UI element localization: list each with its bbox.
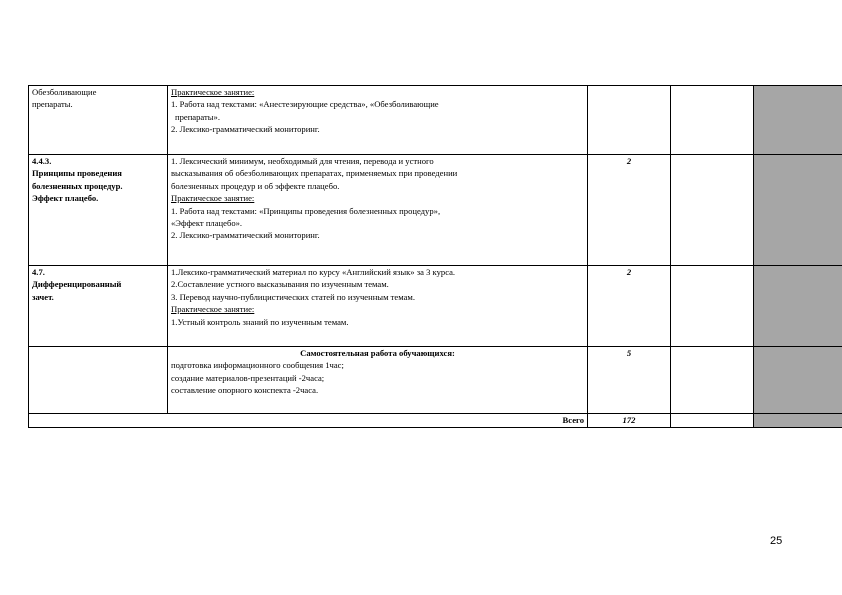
self-study-heading: Самостоятельная работа обучающихся:	[300, 348, 455, 358]
practical-heading: Практическое занятие:	[171, 87, 255, 97]
topic-line: Дифференцированный	[32, 279, 122, 290]
total-label: Всего	[29, 414, 588, 428]
table-row	[29, 266, 842, 347]
page-number: 25	[770, 535, 783, 547]
content-line: 2. Лексико-грамматический мониторинг.	[171, 124, 320, 135]
content-cell	[168, 347, 588, 414]
topic-line: Принципы проведения	[32, 168, 122, 179]
content-line: 2. Лексико-грамматический мониторинг.	[171, 230, 320, 241]
shaded-cell	[754, 155, 842, 266]
topic-line: болезненных процедур.	[32, 180, 123, 191]
content-cell	[168, 155, 588, 266]
content-line: составление опорного конспекта -2часа.	[171, 385, 319, 396]
content-line: 2.Составление устного высказывания по изученным темам.	[171, 279, 389, 290]
content-line: создание материалов-презентаций -2часа;	[171, 372, 325, 383]
shaded-cell	[754, 414, 842, 428]
practical-heading: Практическое занятие:	[171, 304, 255, 315]
empty-cell	[671, 155, 754, 266]
content-line: «Эффект плацебо».	[171, 218, 243, 229]
topic-line: препараты.	[32, 99, 73, 110]
topic-line: зачет.	[32, 291, 54, 302]
practical-heading: Практическое занятие:	[171, 193, 255, 204]
shaded-cell	[754, 86, 842, 155]
total-row	[29, 414, 842, 428]
content-line: подготовка информационного сообщения 1час;	[171, 360, 344, 371]
topic-number: 4.4.3.	[32, 156, 52, 166]
content-cell	[168, 266, 588, 347]
shaded-cell	[754, 347, 842, 414]
topic-line: Эффект плацебо.	[32, 193, 99, 204]
content-line: высказывания об обезболивающих препаратах, применяемых при проведении	[171, 168, 458, 179]
total-value: 172	[588, 414, 671, 428]
topic-cell	[29, 266, 168, 347]
topic-cell	[29, 155, 168, 266]
hours-cell	[588, 86, 671, 155]
topic-line: Обезболивающие	[32, 87, 97, 97]
hours-cell: 5	[588, 347, 671, 414]
empty-cell	[671, 347, 754, 414]
study-plan-table	[28, 85, 842, 428]
table-row	[29, 155, 842, 266]
topic-cell	[29, 86, 168, 155]
content-line: 3. Перевод научно-публицистических статей по изученным темам.	[171, 291, 416, 302]
topic-cell	[29, 347, 168, 414]
content-line: 1.Устный контроль знаний по изученным темам.	[171, 316, 349, 327]
content-cell	[168, 86, 588, 155]
content-line: 1. Лексический минимум, необходимый для чтения, перевода и устного	[171, 156, 434, 166]
content-line: препараты».	[175, 111, 220, 122]
shaded-cell	[754, 266, 842, 347]
table-row	[29, 86, 842, 155]
empty-cell	[671, 86, 754, 155]
hours-cell: 2	[588, 155, 671, 266]
table-row	[29, 347, 842, 414]
content-line: болезненных процедур и об эффекте плацебо.	[171, 180, 340, 191]
content-line: 1. Работа над текстами: «Принципы проведения болезненных процедур»,	[171, 205, 441, 216]
empty-cell	[671, 414, 754, 428]
topic-number: 4.7.	[32, 267, 45, 277]
empty-cell	[671, 266, 754, 347]
hours-cell: 2	[588, 266, 671, 347]
content-line: 1. Работа над текстами: «Анестезирующие средства», «Обезболивающие	[171, 99, 439, 110]
content-line: 1.Лексико-грамматический материал по курсу «Английский язык» за 3 курса.	[171, 267, 456, 277]
